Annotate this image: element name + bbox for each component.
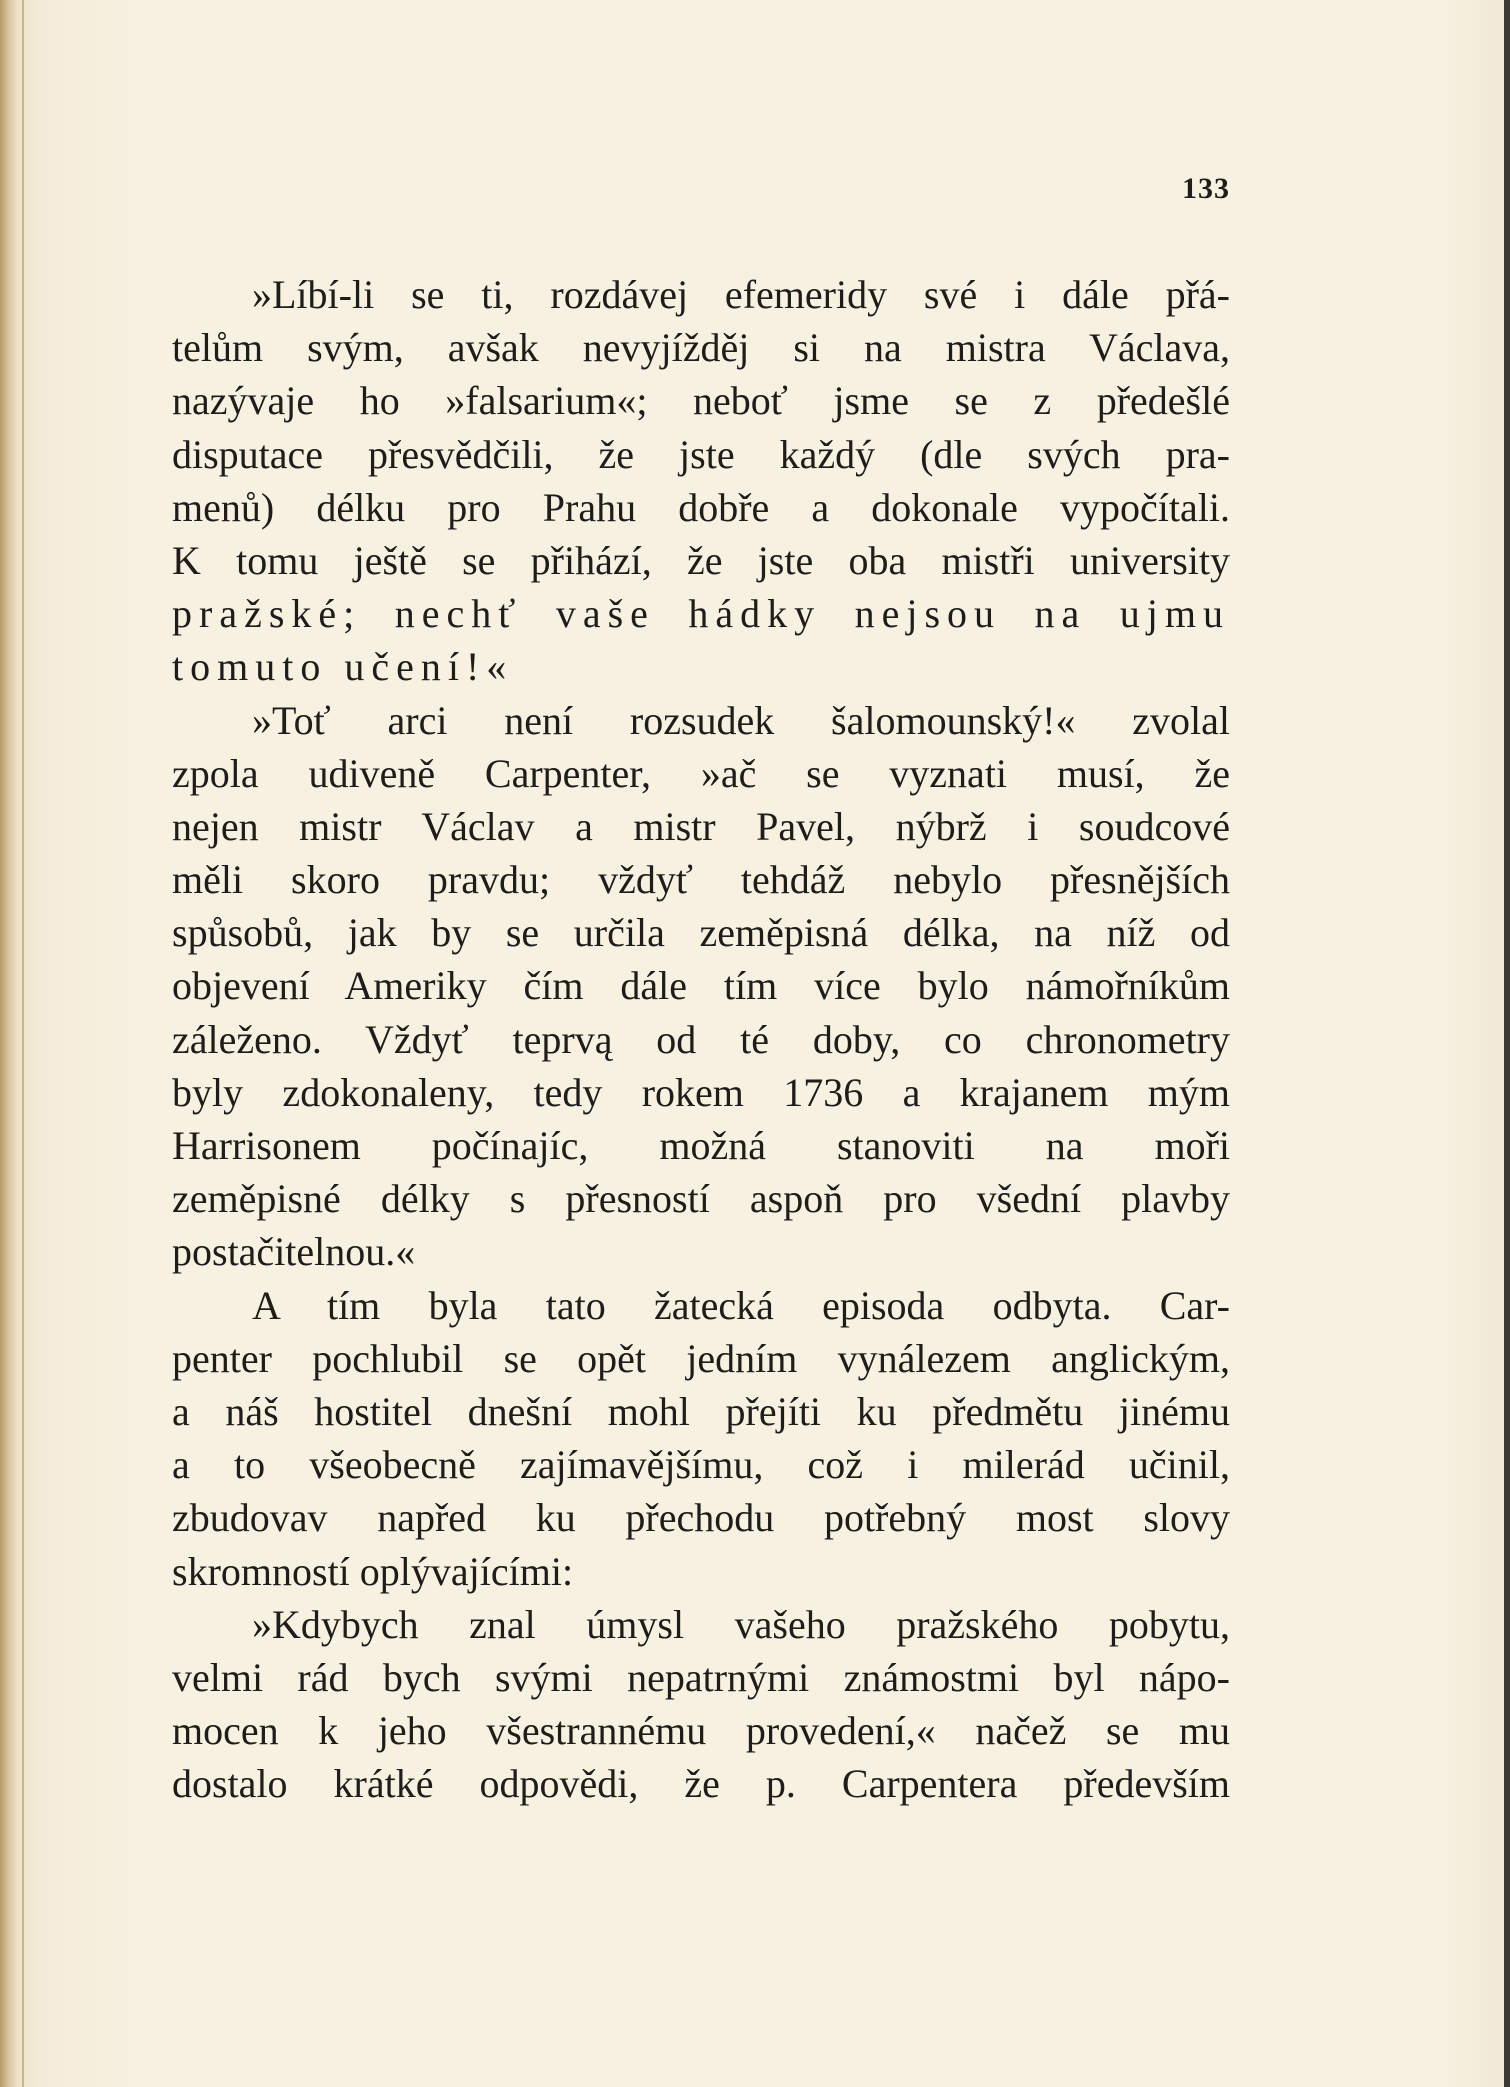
text-line: pražské; nechť vaše hádky nejsou na ujmu (172, 591, 1230, 637)
text-line: »Kdybych znal úmysl vašeho pražského pobytu, (252, 1601, 1230, 1647)
text-line: tomuto učení!« (172, 644, 514, 690)
page-right-edge (1504, 0, 1510, 2087)
text-line: K tomu ještě se přihází, že jste oba mistři university (172, 537, 1230, 583)
text-line: nazývaje ho »falsarium«; neboť jsme se z předešlé (172, 378, 1230, 424)
text-line: Harrisonem počínajíc, možná stanoviti na moři (172, 1123, 1230, 1168)
binding-shadow-line (22, 0, 24, 2087)
text-line: a to všeobecně zajímavějšímu, což i milerád učinil, (172, 1442, 1230, 1488)
text-line: mocen k jeho všestrannému provedení,« načež se mu (172, 1708, 1230, 1754)
body-text (172, 268, 1230, 1810)
text-line: velmi rád bych svými nepatrnými známostmi byl nápo- (172, 1654, 1230, 1700)
page-binding-edge (0, 0, 16, 2087)
text-line: nejen mistr Václav a mistr Pavel, nýbrž i soudcové (172, 803, 1230, 849)
text-line: menů) délku pro Prahu dobře a dokonale vypočítali. (172, 484, 1230, 530)
text-line: spůsobů, jak by se určila zeměpisná délka, na níž od (172, 910, 1230, 956)
text-line: skromností oplývajícími: (172, 1548, 574, 1594)
text-line: »Toť arci není rozsudek šalomounský!« zvolal (252, 697, 1230, 743)
page-number: 133 (1182, 172, 1230, 205)
text-line: záleženo. Vždyť teprvą od té doby, co chronometry (172, 1016, 1230, 1062)
text-line: zbudovav napřed ku přechodu potřebný most slovy (172, 1495, 1230, 1541)
text-line: a náš hostitel dnešní mohl přejíti ku předmětu jinému (172, 1388, 1230, 1434)
text-line: zeměpisné délky s přesností aspoň pro všední plavby (172, 1176, 1230, 1222)
text-line: »Líbí-li se ti, rozdávej efemeridy své i dále přá- (252, 272, 1230, 317)
text-line: dostalo krátké odpovědi, že p. Carpentera především (172, 1761, 1230, 1807)
text-line: penter pochlubil se opět jedním vynálezem anglickým, (172, 1335, 1230, 1381)
text-line: disputace přesvědčili, že jste každý (dle svých pra- (172, 431, 1230, 477)
text-line: postačitelnou.« (172, 1229, 416, 1275)
text-line: byly zdokonaleny, tedy rokem 1736 a krajanem mým (172, 1069, 1230, 1115)
text-line: objevení Ameriky čím dále tím více bylo námořníkům (172, 963, 1230, 1009)
text-line: měli skoro pravdu; vždyť tehdáž nebylo přesnějších (172, 857, 1230, 903)
text-line: A tím byla tato žatecká episoda odbyta. Car- (252, 1282, 1230, 1328)
text-line: telům svým, avšak nevyjížděj si na mistra Václava, (172, 325, 1230, 371)
text-line: zpola udiveně Carpenter, »ač se vyznati musí, že (172, 750, 1230, 796)
